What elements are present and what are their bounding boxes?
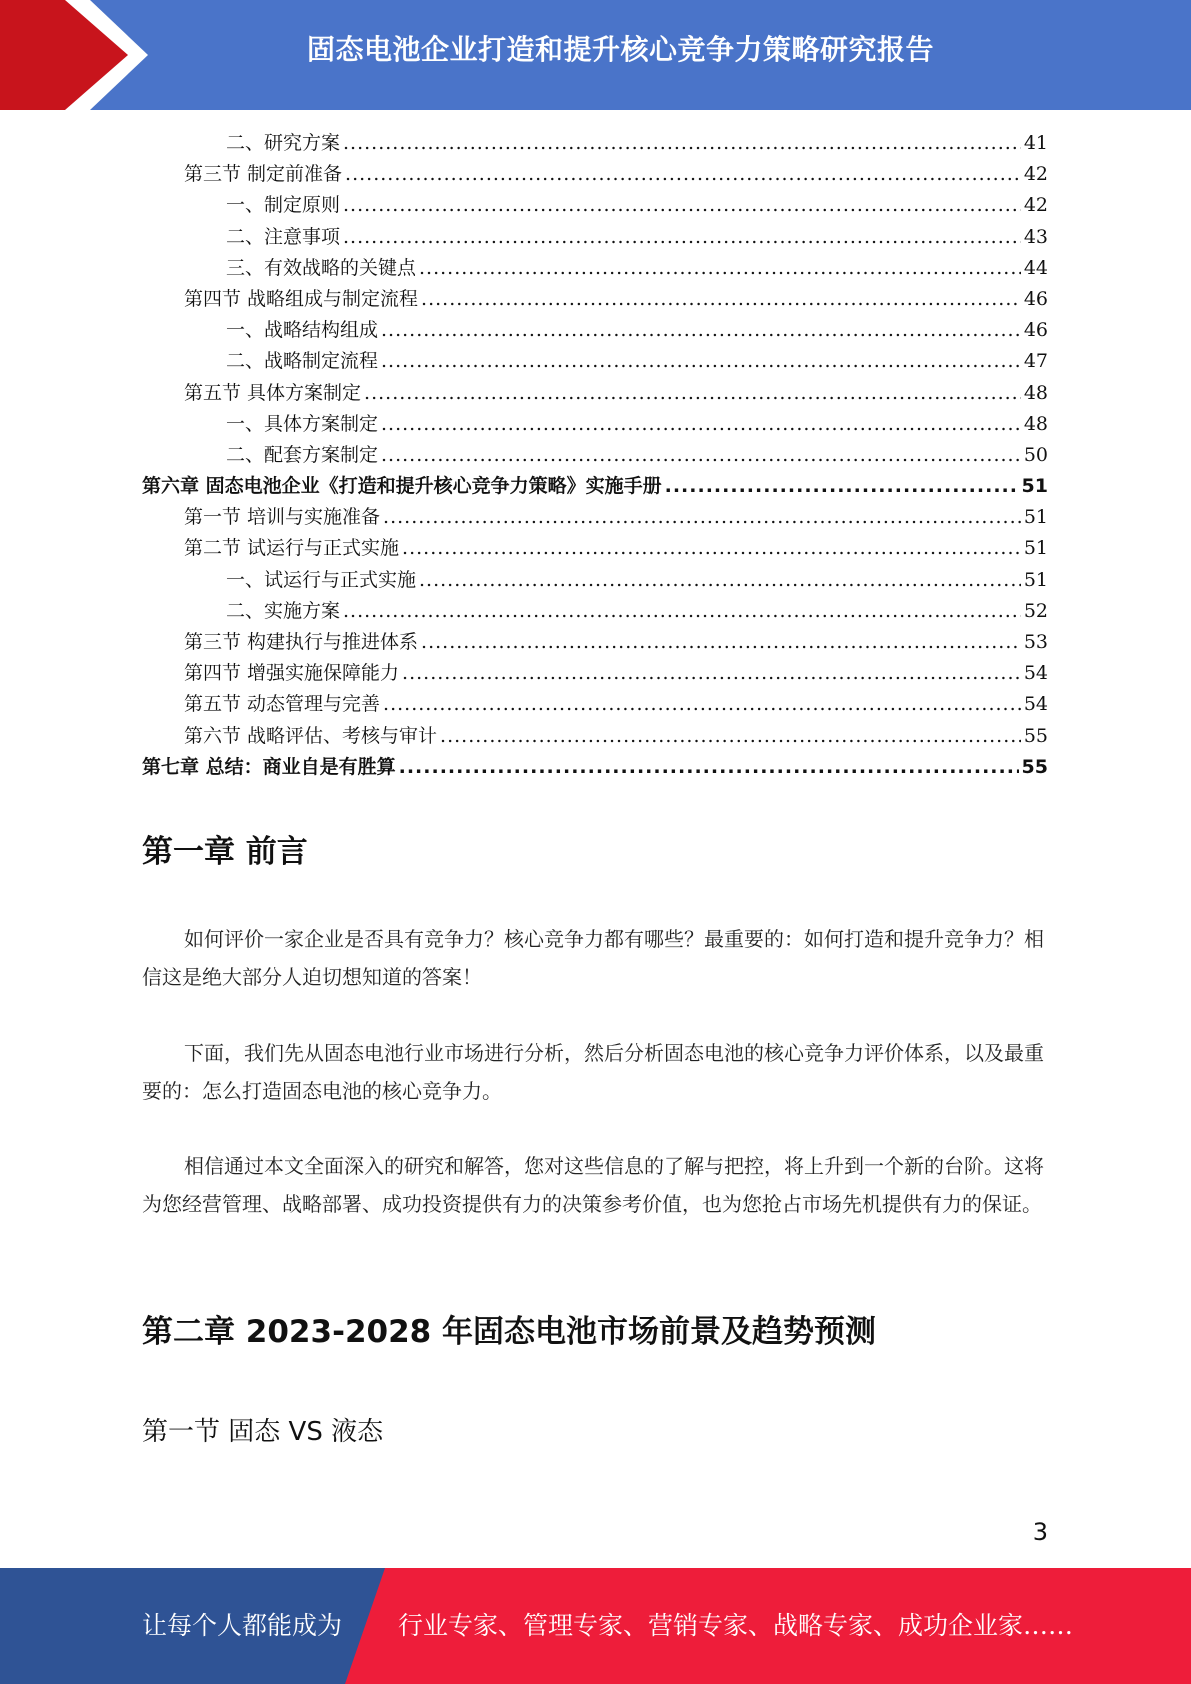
toc-entry-page: 55 — [1023, 724, 1048, 747]
section-1-heading: 第一节 固态 VS 液态 — [142, 1417, 384, 1447]
toc-entry[interactable] — [142, 346, 1048, 377]
page-footer — [0, 1568, 1191, 1684]
toc-entry-page: 55 — [1021, 755, 1048, 778]
toc-dot-leader — [665, 471, 1019, 502]
toc-dot-leader — [345, 159, 1021, 190]
toc-entry-page: 42 — [1023, 163, 1048, 186]
toc-entry-title: 二、战略制定流程 — [226, 350, 379, 373]
toc-dot-leader — [343, 222, 1021, 253]
page-header — [0, 0, 1191, 110]
toc-entry-page: 53 — [1023, 631, 1048, 653]
toc-entry[interactable] — [142, 440, 1048, 471]
toc-entry-title: 二、配套方案制定 — [226, 443, 379, 466]
toc-entry-title: 第七章 总结：商业自是有胜算 — [142, 755, 396, 778]
page-number: 3 — [1032, 1518, 1048, 1546]
toc-entry[interactable] — [142, 159, 1048, 190]
toc-entry-title: 第四节 增强实施保障能力 — [184, 662, 400, 685]
toc-entry-title: 一、试运行与正式实施 — [226, 568, 417, 591]
toc-dot-leader — [343, 596, 1021, 627]
header-arrow-decoration — [0, 0, 150, 110]
toc-entry[interactable] — [142, 378, 1048, 409]
toc-dot-leader — [421, 284, 1021, 315]
toc-entry-page: 42 — [1023, 194, 1048, 217]
toc-entry-page: 50 — [1023, 443, 1048, 466]
toc-dot-leader — [343, 128, 1021, 159]
toc-entry-title: 第六节 战略评估、考核与审计 — [184, 724, 438, 747]
toc-entry[interactable] — [142, 284, 1048, 315]
toc-dot-leader — [402, 533, 1021, 564]
toc-entry[interactable] — [142, 689, 1048, 720]
toc-entry[interactable] — [142, 721, 1048, 752]
toc-dot-leader — [440, 721, 1021, 752]
toc-dot-leader — [383, 502, 1021, 533]
toc-entry-title: 第二节 试运行与正式实施 — [184, 537, 400, 560]
toc-dot-leader — [381, 346, 1021, 377]
toc-entry-title: 二、研究方案 — [226, 132, 341, 154]
table-of-contents — [142, 128, 1048, 783]
toc-entry-page: 44 — [1023, 256, 1048, 279]
toc-entry[interactable] — [142, 533, 1048, 564]
toc-entry-title: 二、注意事项 — [226, 225, 341, 248]
toc-entry-title: 二、实施方案 — [226, 599, 341, 622]
report-title: 固态电池企业打造和提升核心竞争力策略研究报告 — [306, 33, 934, 66]
toc-entry[interactable] — [142, 315, 1048, 346]
toc-entry-title: 第三节 构建执行与推进体系 — [184, 631, 419, 653]
toc-entry-page: 51 — [1023, 568, 1048, 591]
toc-entry[interactable] — [142, 502, 1048, 533]
toc-dot-leader — [399, 752, 1019, 783]
toc-entry[interactable] — [142, 190, 1048, 221]
preface-paragraph-1: 如何评价一家企业是否具有竞争力？核心竞争力都有哪些？最重要的：如何打造和提升竞争力？相信这是绝大部分人迫切想知道的答案！ — [142, 927, 1044, 989]
toc-entry-page: 52 — [1023, 599, 1048, 622]
toc-dot-leader — [421, 627, 1021, 658]
toc-entry-page: 48 — [1023, 381, 1048, 404]
toc-entry-page: 54 — [1023, 693, 1048, 716]
toc-entry-page: 46 — [1023, 319, 1048, 342]
toc-entry-page: 51 — [1023, 506, 1048, 529]
toc-entry-title: 一、具体方案制定 — [226, 412, 379, 435]
preface-paragraph-2: 下面，我们先从固态电池行业市场进行分析，然后分析固态电池的核心竞争力评价体系，以及最重要的：怎么打造固态电池的核心竞争力。 — [142, 1041, 1044, 1103]
toc-entry-page: 54 — [1023, 662, 1048, 685]
preface-paragraph-3: 相信通过本文全面深入的研究和解答，您对这些信息的了解与把控，将上升到一个新的台阶。这将为您经营管理、战略部署、成功投资提供有力的决策参考价值，也为您抢占市场先机提供有力的保证。 — [142, 1154, 1044, 1216]
toc-entry-title: 一、制定原则 — [226, 194, 341, 217]
toc-entry-page: 47 — [1023, 350, 1048, 373]
toc-entry[interactable] — [142, 627, 1048, 658]
footer-slogan-left: 让每个人都能成为 — [142, 1611, 343, 1640]
toc-entry-page: 51 — [1021, 475, 1048, 498]
toc-entry[interactable] — [142, 596, 1048, 627]
toc-entry-page: 48 — [1023, 412, 1048, 435]
toc-dot-leader — [419, 253, 1021, 284]
toc-entry-title: 第六章 固态电池企业《打造和提升核心竞争力策略》实施手册 — [142, 475, 662, 498]
toc-entry[interactable] — [142, 471, 1048, 502]
chapter-1-heading: 第一章 前言 — [142, 834, 308, 870]
toc-dot-leader — [383, 689, 1021, 720]
toc-entry-title: 第四节 战略组成与制定流程 — [184, 287, 419, 310]
toc-entry-page: 41 — [1023, 132, 1048, 154]
toc-entry[interactable] — [142, 752, 1048, 783]
toc-dot-leader — [381, 440, 1021, 471]
toc-dot-leader — [381, 315, 1021, 346]
toc-dot-leader — [381, 409, 1021, 440]
toc-entry[interactable] — [142, 253, 1048, 284]
toc-entry-title: 三、有效战略的关键点 — [226, 256, 417, 279]
toc-dot-leader — [343, 190, 1021, 221]
toc-entry-title: 第一节 培训与实施准备 — [184, 506, 381, 529]
toc-entry[interactable] — [142, 128, 1048, 159]
toc-dot-leader — [419, 565, 1021, 596]
chapter-2-heading: 第二章 2023-2028 年固态电池市场前景及趋势预测 — [142, 1314, 877, 1350]
toc-entry[interactable] — [142, 222, 1048, 253]
toc-entry-page: 51 — [1023, 537, 1048, 560]
toc-entry[interactable] — [142, 658, 1048, 689]
toc-entry-title: 一、战略结构组成 — [226, 319, 379, 342]
toc-entry-page: 43 — [1023, 225, 1048, 248]
footer-slogan-right: 行业专家、管理专家、营销专家、战略专家、成功企业家…… — [398, 1611, 1074, 1640]
toc-entry[interactable] — [142, 409, 1048, 440]
toc-dot-leader — [402, 658, 1021, 689]
toc-dot-leader — [364, 378, 1021, 409]
toc-entry-title: 第三节 制定前准备 — [184, 163, 343, 186]
toc-entry[interactable] — [142, 565, 1048, 596]
toc-entry-title: 第五节 动态管理与完善 — [184, 693, 381, 716]
toc-entry-page: 46 — [1023, 287, 1048, 310]
toc-entry-title: 第五节 具体方案制定 — [184, 381, 362, 404]
